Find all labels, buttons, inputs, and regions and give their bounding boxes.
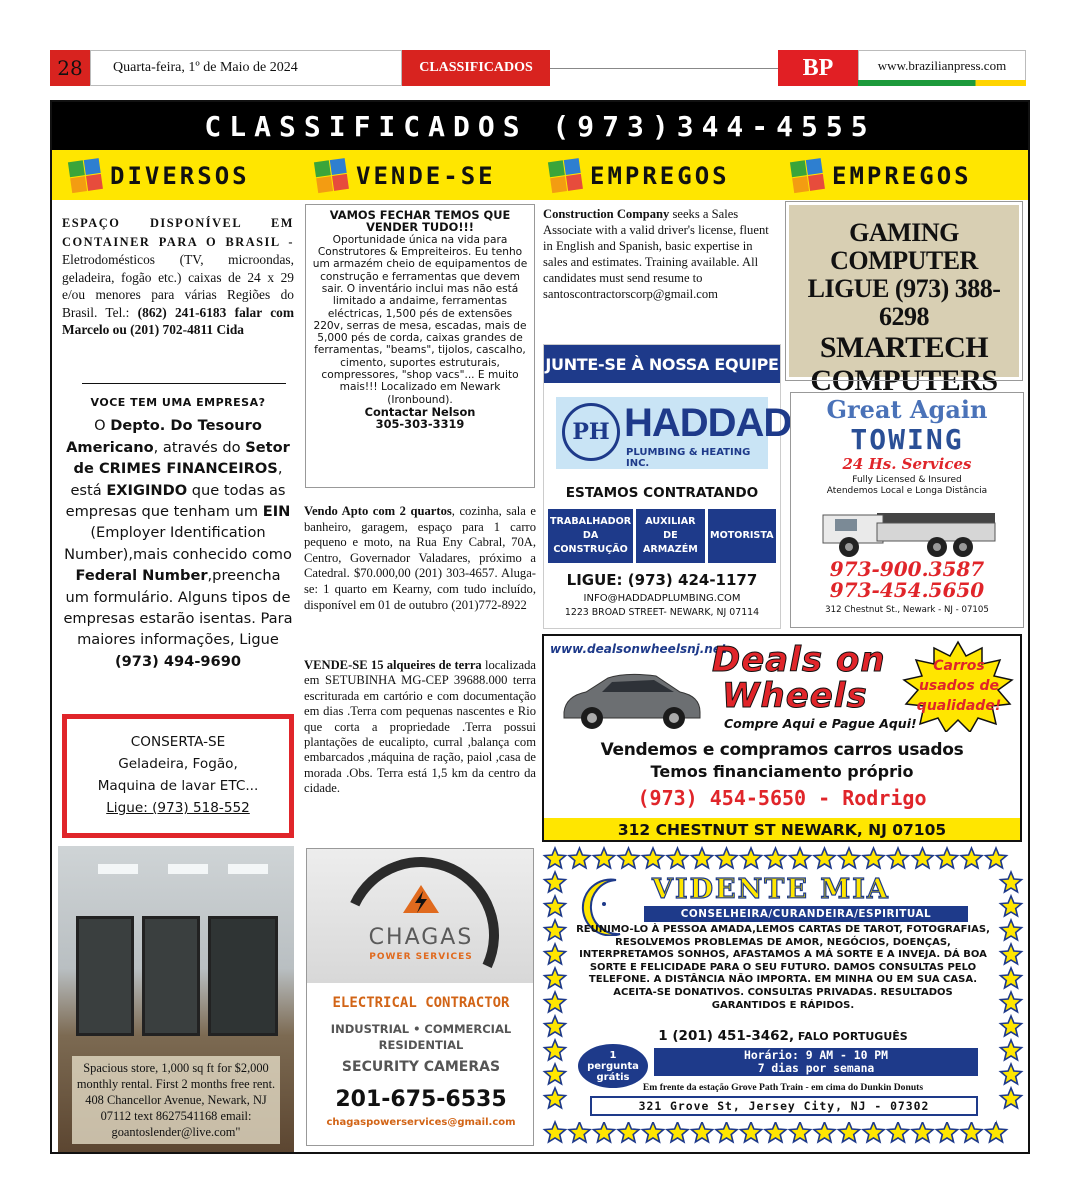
ad-heading: Construction Company bbox=[543, 207, 670, 221]
ad-body: seeks a Sales Associate with a valid driver's license, fluent in English and Spanish, basic expertise in sales and estimates. Training available. All candidates must send resume to santoscontractorscorp@gmail.com bbox=[543, 207, 769, 301]
haddad-role: AUXILIAR DE ARMAZÉM bbox=[636, 509, 704, 563]
deals-title: Wheels bbox=[722, 676, 868, 716]
category-cube-icon bbox=[314, 158, 350, 194]
ad-store-rental-photo bbox=[58, 846, 294, 1152]
ceiling-light bbox=[168, 864, 208, 874]
border-star-icon bbox=[839, 848, 860, 868]
ceiling-light bbox=[98, 864, 138, 874]
ad-text: que todas as empresas que tenham um bbox=[65, 481, 286, 521]
ad-chagas bbox=[306, 848, 534, 1146]
border-star-icon bbox=[790, 1122, 811, 1142]
border-star-icon bbox=[937, 1122, 958, 1142]
chagas-subtitle: POWER SERVICES bbox=[369, 952, 473, 962]
ad-container-space bbox=[62, 214, 294, 339]
border-star-icon bbox=[741, 1122, 762, 1142]
border-star-icon bbox=[863, 1122, 884, 1142]
ad-contact: (862) 241-6183 falar com Marcelo ou (201) 702-4811 Cida bbox=[62, 304, 294, 337]
bubble-line: 1 bbox=[609, 1049, 617, 1061]
ad-emphasis: EXIGINDO bbox=[106, 481, 188, 499]
border-star-icon bbox=[545, 1040, 566, 1060]
border-star-icon bbox=[594, 848, 615, 868]
border-star-icon bbox=[716, 848, 737, 868]
border-star-icon bbox=[545, 992, 566, 1012]
vidente-panel bbox=[570, 872, 996, 1122]
border-star-icon bbox=[1001, 1088, 1022, 1108]
border-star-icon bbox=[1001, 872, 1022, 892]
ad-apto bbox=[304, 504, 536, 613]
border-star-icon bbox=[643, 848, 664, 868]
haddad-address: 1223 BROAD STREET- NEWARK, NJ 07114 bbox=[564, 607, 760, 618]
ad-heading: VOCE TEM UMA EMPRESA? bbox=[90, 396, 266, 409]
ad-heading: CONSERTA-SE bbox=[130, 734, 226, 750]
ad-heading: Vendo Apto com 2 quartos bbox=[304, 504, 452, 518]
border-star-icon bbox=[545, 1122, 566, 1142]
vidente-hours-line: 7 dias por semana bbox=[757, 1061, 875, 1075]
chagas-service-line: RESIDENTIAL bbox=[378, 1038, 464, 1052]
ad-emphasis: Setor de CRIMES FINANCEIROS bbox=[73, 438, 290, 478]
car-icon bbox=[556, 662, 706, 732]
border-star-icon bbox=[569, 1122, 590, 1142]
classifieds-frame bbox=[50, 100, 1030, 1154]
deals-badge-line: usados de bbox=[918, 678, 1000, 694]
section-tag: CLASSIFICADOS bbox=[402, 50, 550, 86]
towing-hours: 24 Hs. Services bbox=[842, 455, 972, 473]
haddad-hiring: ESTAMOS CONTRATANDO bbox=[565, 485, 759, 501]
haddad-logo bbox=[556, 397, 792, 469]
gaming-phone: LIGUE (973) 388-6298 bbox=[807, 274, 1001, 331]
chagas-service-line: INDUSTRIAL • COMMERCIAL bbox=[330, 1022, 512, 1036]
gaming-line: GAMING bbox=[849, 218, 959, 247]
haddad-monogram: PH bbox=[562, 403, 620, 461]
vidente-hours bbox=[654, 1048, 978, 1076]
deals-badge bbox=[914, 656, 1004, 716]
border-star-icon bbox=[888, 848, 909, 868]
border-star-icon bbox=[716, 1122, 737, 1142]
chagas-phone: 201-675-6535 bbox=[335, 1087, 507, 1112]
masthead bbox=[50, 50, 1026, 90]
ad-emphasis: Depto. Do Tesouro Americano bbox=[66, 417, 262, 456]
border-star-icon bbox=[790, 848, 811, 868]
towing-title: TOWING bbox=[850, 423, 964, 456]
vidente-location: Em frente da estação Grove Path Train - em cima do Dunkin Donuts bbox=[642, 1082, 924, 1093]
classifieds-banner: CLASSIFICADOS (973)344-4555 bbox=[52, 102, 1028, 150]
haddad-name: HADDAD bbox=[624, 401, 792, 445]
gaming-line: COMPUTER bbox=[830, 246, 978, 275]
gaming-line: SMARTECH bbox=[819, 331, 989, 364]
ad-contact: Contactar Nelson bbox=[364, 404, 476, 419]
towing-phones bbox=[791, 559, 1023, 601]
ad-text: , está bbox=[70, 460, 283, 499]
border-star-icon bbox=[667, 848, 688, 868]
border-star-icon bbox=[1001, 1016, 1022, 1036]
towing-info bbox=[791, 475, 1023, 497]
deals-badge-line: qualidade! bbox=[916, 698, 1002, 714]
ad-haddad bbox=[543, 344, 792, 629]
border-star-icon bbox=[618, 1122, 639, 1142]
haddad-subtitle: PLUMBING & HEATING INC. bbox=[626, 447, 751, 469]
site-url[interactable]: www.brazilianpress.com bbox=[858, 50, 1026, 80]
ad-great-again-towing bbox=[790, 392, 1024, 628]
category-label: EMPREGOS bbox=[832, 162, 972, 190]
border-star-icon bbox=[1001, 896, 1022, 916]
chagas-email: chagaspowerservices@gmail.com bbox=[326, 1117, 516, 1128]
border-star-icon bbox=[545, 944, 566, 964]
border-star-icon bbox=[765, 848, 786, 868]
vidente-body: REUNIMO-LO À PESSOA AMADA,LEMOS CARTAS DE TAROT, FOTOGRAFIAS, RESOLVEMOS PROBLEMAS DE AMOR, NEGÓCIOS, DOENÇAS, INTERPRETAMOS SONHOS, AFASTAMOS A MÁ SORTE E A INVEJA. DÁ BOA SORTE E FELICIDADE PARA O SEU FUTURO. DAMOS CONSULTAS PELO TELEFONE. A DISTÂNCIA NÃO IMPORTA. EM MINHA OU EM SUA CASA. ACEITA-SE DONATIVOS. CONSULTAS PRIVADAS. RESULTADOS GARANTIDOS E RÁPIDOS. bbox=[576, 924, 990, 1011]
page-number: 28 bbox=[50, 50, 90, 86]
border-star-icon bbox=[1001, 1064, 1022, 1084]
ad-phone: (973) 494-9690 bbox=[114, 652, 242, 670]
ad-conserta bbox=[62, 714, 294, 838]
haddad-headline: JUNTE-SE À NOSSA EQUIPE bbox=[544, 345, 780, 383]
ad-phone: Ligue: (973) 518-552 bbox=[106, 800, 250, 816]
haddad-roles bbox=[548, 509, 776, 563]
deals-line: Vendemos e compramos carros usados bbox=[600, 740, 964, 760]
ad-heading: VAMOS FECHAR TEMOS QUE VENDER TUDO!!! bbox=[329, 208, 511, 235]
issue-date: Quarta-feira, 1º de Maio de 2024 bbox=[90, 50, 402, 86]
ad-line: Geladeira, Fogão, bbox=[118, 756, 238, 772]
category-label: VENDE-SE bbox=[356, 162, 496, 190]
border-star-icon bbox=[692, 1122, 713, 1142]
ad-heading: ESPAÇO DISPONÍVEL EM CONTAINER PARA O BRASIL - bbox=[62, 216, 294, 249]
vidente-phone-number: 1 (201) 451-3462, bbox=[658, 1028, 795, 1044]
border-star-icon bbox=[1001, 1040, 1022, 1060]
towing-address: 312 Chestnut St., Newark - NJ - 07105 bbox=[825, 605, 989, 615]
category-empregos-2 bbox=[792, 158, 972, 194]
towing-service: Atendemos Local e Longa Distância bbox=[826, 486, 988, 496]
towing-phone: 973-900.3587 bbox=[829, 557, 985, 581]
deals-badge-line: Carros bbox=[933, 658, 985, 674]
ad-body: , cozinha, sala e banheiro, garagem, espaço para 1 carro pequeno e moto, na Rua Eny Cabral, 70A, Centro, Governador Valadares, próximo a Catedral. $70.000,00 (201) 303-4657. Aluga-se: 1 quarto em Kearny, com tudo incluído, disponível em 01 de outubro (201)772-8922 bbox=[304, 504, 536, 612]
category-label: EMPREGOS bbox=[590, 162, 730, 190]
border-star-icon bbox=[814, 1122, 835, 1142]
chagas-services bbox=[307, 1021, 534, 1053]
ad-text: , através do bbox=[153, 438, 246, 456]
border-star-icon bbox=[594, 1122, 615, 1142]
chagas-security: SECURITY CAMERAS bbox=[341, 1059, 501, 1075]
vidente-phone bbox=[570, 1028, 996, 1044]
ad-line: Maquina de lavar ETC... bbox=[97, 778, 259, 794]
haddad-phone: LIGUE: (973) 424-1177 bbox=[566, 571, 758, 589]
border-star-icon bbox=[545, 968, 566, 988]
bubble-line: pergunta bbox=[587, 1060, 639, 1072]
border-star-icon bbox=[961, 1122, 982, 1142]
border-star-icon bbox=[545, 1016, 566, 1036]
border-star-icon bbox=[888, 1122, 909, 1142]
border-star-icon bbox=[545, 872, 566, 892]
border-star-icon bbox=[545, 848, 566, 868]
deals-title: Deals on bbox=[712, 640, 886, 680]
border-star-icon bbox=[692, 848, 713, 868]
window-panel bbox=[76, 916, 134, 1036]
towing-phone: 973-454.5650 bbox=[829, 578, 985, 602]
deals-line: Temos financiamento próprio bbox=[650, 762, 914, 781]
ad-store-text: Spacious store, 1,000 sq ft for $2,000 monthly rental. First 2 months free rent. 408 Chancellor Avenue, Newark, NJ 07112 text 8627541168 email: goantoslender@live.com" bbox=[72, 1056, 280, 1144]
category-vende-se bbox=[316, 158, 496, 194]
border-star-icon bbox=[937, 848, 958, 868]
haddad-role: MOTORISTA bbox=[708, 509, 776, 563]
ad-text: O bbox=[94, 417, 111, 435]
tow-truck-icon bbox=[817, 497, 997, 561]
category-label: DIVERSOS bbox=[110, 162, 250, 190]
chagas-name: CHAGAS bbox=[368, 925, 474, 950]
category-diversos bbox=[70, 158, 250, 194]
border-star-icon bbox=[839, 1122, 860, 1142]
border-star-icon bbox=[545, 1088, 566, 1108]
border-star-icon bbox=[545, 920, 566, 940]
border-star-icon bbox=[545, 1064, 566, 1084]
ad-body: Oportunidade única na vida para Construtores & Empreiteiros. Eu tenho um armazém cheio de equipamentos de construção e ferramentas que devem sair. O inventário inclui mas não está limitado a andaime, ferramentas eléctricas, 1,500 pés de extensões 220v, serras de mesa, escadas, mais de 5,000 pés de corda, caixas grandes de ferramentas, "beams", tijolos, cascalho, cimento, suportes estruturais, compressores, "shop vacs"... E muito mais!!! Localizado em Newark (Ironbound). bbox=[312, 233, 528, 406]
border-star-icon bbox=[814, 848, 835, 868]
ad-deals-on-wheels bbox=[542, 634, 1022, 842]
ad-emphasis: Federal Number bbox=[75, 567, 208, 585]
deals-url[interactable]: www.dealsonwheelsnj.net bbox=[550, 642, 727, 656]
haddad-email: INFO@HADDADPLUMBING.COM bbox=[583, 593, 741, 604]
ad-body: localizada em SETUBINHA MG-CEP 39688.000 terra escriturada em cartório e com documentação em dias .Terra com pequenas nascentes e Rio que corta a propriedade .Terra possui plantações de eucalipto, curral ,balança com embarcados ,máquina de ração, paiol ,casa de morada .Obs. Terra está 1,5 km da centro da cidade. bbox=[304, 658, 536, 796]
border-star-icon bbox=[765, 1122, 786, 1142]
vidente-address: 321 Grove St, Jersey City, NJ - 07302 bbox=[590, 1096, 978, 1116]
border-star-icon bbox=[643, 1122, 664, 1142]
vidente-title: VIDENTE MIA bbox=[652, 874, 890, 905]
vidente-hours-line: Horário: 9 AM - 10 PM bbox=[743, 1048, 888, 1062]
ad-text: ,preencha um formulário. Alguns tipos de empresas estarão isentas. Para maiores informações, Ligue bbox=[63, 567, 293, 649]
ad-construction-company bbox=[543, 206, 779, 302]
ad-federal-number bbox=[62, 392, 294, 672]
ad-text: (Employer Identification Number),mais conhecido como bbox=[64, 524, 292, 563]
ad-body: Eletrodomésticos (TV, microondas, geladeira, fogão etc.) caixas de 24 x 29 e/ou menores para várias Regiões do Brasil. Tel.: bbox=[62, 252, 294, 320]
haddad-role: TRABALHADOR DA CONSTRUÇÃO bbox=[548, 509, 633, 563]
border-star-icon bbox=[961, 848, 982, 868]
border-star-icon bbox=[1001, 968, 1022, 988]
deals-phone: (973) 454-5650 - Rodrigo bbox=[637, 786, 927, 810]
deals-slogan: Compre Aqui e Pague Aqui! bbox=[724, 716, 917, 731]
lightning-bolt-icon bbox=[399, 883, 443, 917]
ad-gaming-computer bbox=[786, 202, 1022, 397]
category-cube-icon bbox=[548, 158, 584, 194]
category-empregos-1 bbox=[550, 158, 730, 194]
ceiling-light bbox=[228, 864, 268, 874]
border-star-icon bbox=[912, 1122, 933, 1142]
ad-heading: VENDE-SE 15 alqueires de terra bbox=[304, 658, 482, 672]
border-star-icon bbox=[1001, 944, 1022, 964]
towing-licensed: Fully Licensed & Insured bbox=[852, 475, 962, 485]
gaming-line: COMPUTERS bbox=[810, 364, 998, 397]
border-star-icon bbox=[741, 848, 762, 868]
ad-phone: 305-303-3319 bbox=[375, 417, 465, 432]
flag-stripe bbox=[858, 80, 1026, 86]
category-cube-icon bbox=[790, 158, 826, 194]
towing-title: Great Again bbox=[826, 395, 988, 424]
category-bar bbox=[52, 150, 1028, 200]
border-star-icon bbox=[986, 1122, 1007, 1142]
ad-emphasis: EIN bbox=[262, 503, 291, 521]
border-star-icon bbox=[863, 848, 884, 868]
window-panel bbox=[208, 916, 278, 1036]
bubble-line: grátis bbox=[596, 1071, 630, 1083]
border-star-icon bbox=[569, 848, 590, 868]
category-cube-icon bbox=[68, 158, 104, 194]
vidente-language: FALO PORTUGUÊS bbox=[794, 1030, 908, 1043]
border-star-icon bbox=[545, 896, 566, 916]
vidente-subtitle: CONSELHEIRA/CURANDEIRA/ESPIRITUAL bbox=[644, 906, 968, 922]
deals-address: 312 CHESTNUT ST NEWARK, NJ 07105 bbox=[544, 818, 1020, 842]
chagas-title: ELECTRICAL CONTRACTOR bbox=[332, 995, 510, 1011]
ad-vamos-fechar bbox=[305, 204, 535, 488]
window-panel bbox=[142, 916, 200, 1036]
ad-terra bbox=[304, 658, 536, 797]
border-star-icon bbox=[912, 848, 933, 868]
border-star-icon bbox=[1001, 992, 1022, 1012]
border-star-icon bbox=[667, 1122, 688, 1142]
divider bbox=[82, 383, 286, 384]
border-star-icon bbox=[986, 848, 1007, 868]
brazilian-press-logo: BP bbox=[778, 50, 858, 86]
border-star-icon bbox=[618, 848, 639, 868]
border-star-icon bbox=[1001, 920, 1022, 940]
ad-vidente-mia bbox=[542, 846, 1024, 1146]
